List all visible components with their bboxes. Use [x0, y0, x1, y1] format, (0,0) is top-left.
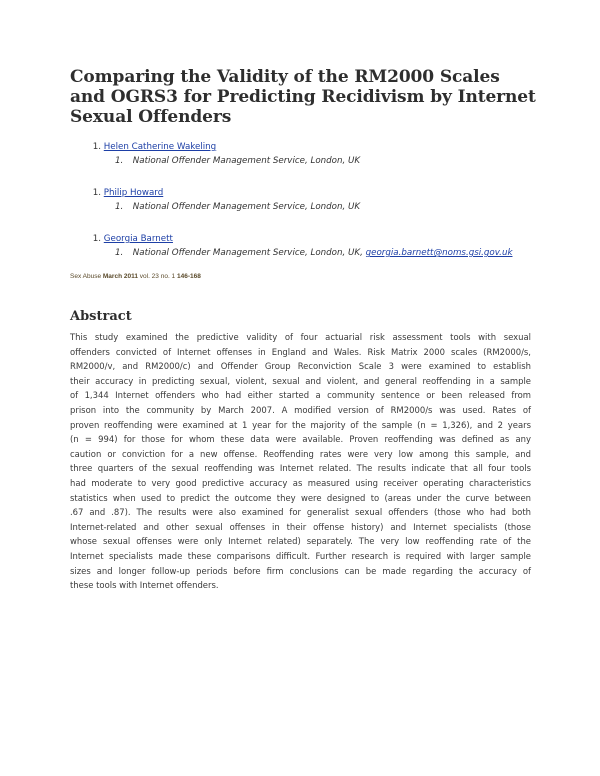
abstract-line: .67 and .87). The results were also examined for generalist sexual offenders (those who had both: [70, 507, 531, 518]
abstract-line: RM2000/v, and RM2000/c) and Offender Group Reconviction Scale 3 were examined to establish: [70, 361, 531, 372]
abstract-line: This study examined the predictive validity of four actuarial risk assessment tools with sexual: [70, 332, 531, 342]
author-link[interactable]: Georgia Barnett: [103, 234, 173, 244]
author-entry: [70, 140, 570, 168]
abstract-text: [70, 330, 531, 593]
author-link[interactable]: Philip Howard: [103, 188, 164, 198]
email-link[interactable]: georgia.barnett@noms.gsi.gov.uk: [365, 248, 513, 258]
affiliation-text: National Offender Management Service, London, UK: [132, 156, 361, 166]
citation-line: [70, 273, 201, 280]
abstract-line: Internet specialists made these comparisons difficult. Further research is required with larger sample: [70, 550, 531, 561]
affiliation-line: [70, 246, 570, 260]
affiliation-text: National Offender Management Service, London, UK: [132, 202, 361, 212]
abstract-line: caution or conviction for a new offense. Reoffending rates were very low among this sample, and: [70, 448, 531, 459]
author-link[interactable]: Helen Catherine Wakeling: [103, 142, 217, 152]
abstract-line: offenders convicted of Internet offenses in England and Wales. Risk Matrix 2000 scales (RM2000/s,: [70, 346, 531, 357]
affiliation-line: [70, 200, 570, 214]
abstract-line: their accuracy in predicting sexual, violent, sexual and violent, and general reoffending in a sample: [70, 375, 531, 386]
affiliation-number: 1.: [115, 202, 124, 212]
author-number: 1.: [92, 234, 101, 244]
abstract-line: proven reoffending were examined at 1 year for the majority of the sample (n = 1,326), and 2 years: [70, 419, 531, 430]
abstract-line: statistics when used to predict the outcome they were designed to (areas under the curve between: [70, 492, 531, 503]
abstract-line: (n = 994) for those for whom these data were available. Proven reoffending was defined as any: [70, 434, 531, 445]
citation-pages: 146-168: [176, 273, 201, 280]
author-line: [70, 232, 570, 246]
citation-volume: vol. 23 no. 1: [137, 273, 177, 280]
abstract-line: prison into the community by March 2007. A modified version of RM2000/s was used. Rates of: [70, 404, 531, 415]
affiliation-number: 1.: [115, 156, 124, 166]
affiliation-text: National Offender Management Service, London, UK,: [132, 248, 366, 258]
abstract-line: of 1,344 Internet offenders who had either started a community sentence or been released from: [70, 390, 531, 401]
author-entry: [70, 232, 570, 260]
abstract-line: sizes and longer follow-up periods before firm conclusions can be made regarding the accuracy of: [70, 565, 531, 576]
abstract-line: had moderate to very good predictive accuracy as measured using receiver operating characteristics: [70, 477, 531, 488]
citation-journal: Sex Abuse: [70, 273, 103, 280]
abstract-heading: Abstract: [70, 309, 132, 324]
affiliation-number: 1.: [115, 248, 124, 258]
author-line: [70, 140, 570, 154]
article-title: Comparing the Validity of the RM2000 Scales and OGRS3 for Predicting Recidivism by Internet Sexual Offenders: [70, 67, 536, 127]
author-line: [70, 186, 570, 200]
author-number: 1.: [92, 188, 101, 198]
abstract-line: Internet-related and other sexual offenses in their offense history) and Internet specialists (those: [70, 521, 531, 532]
abstract-line: whose sexual offenses were only Internet related) separately. The very low reoffending rate of the: [70, 536, 531, 547]
abstract-line: three quarters of the sexual reoffending was Internet related. The results indicate that all four tools: [70, 463, 531, 474]
author-list: [70, 140, 570, 278]
author-entry: [70, 186, 570, 214]
citation-date: March 2011: [102, 273, 138, 280]
author-number: 1.: [92, 142, 101, 152]
affiliation-line: [70, 154, 570, 168]
abstract-line: these tools with Internet offenders.: [70, 580, 219, 591]
